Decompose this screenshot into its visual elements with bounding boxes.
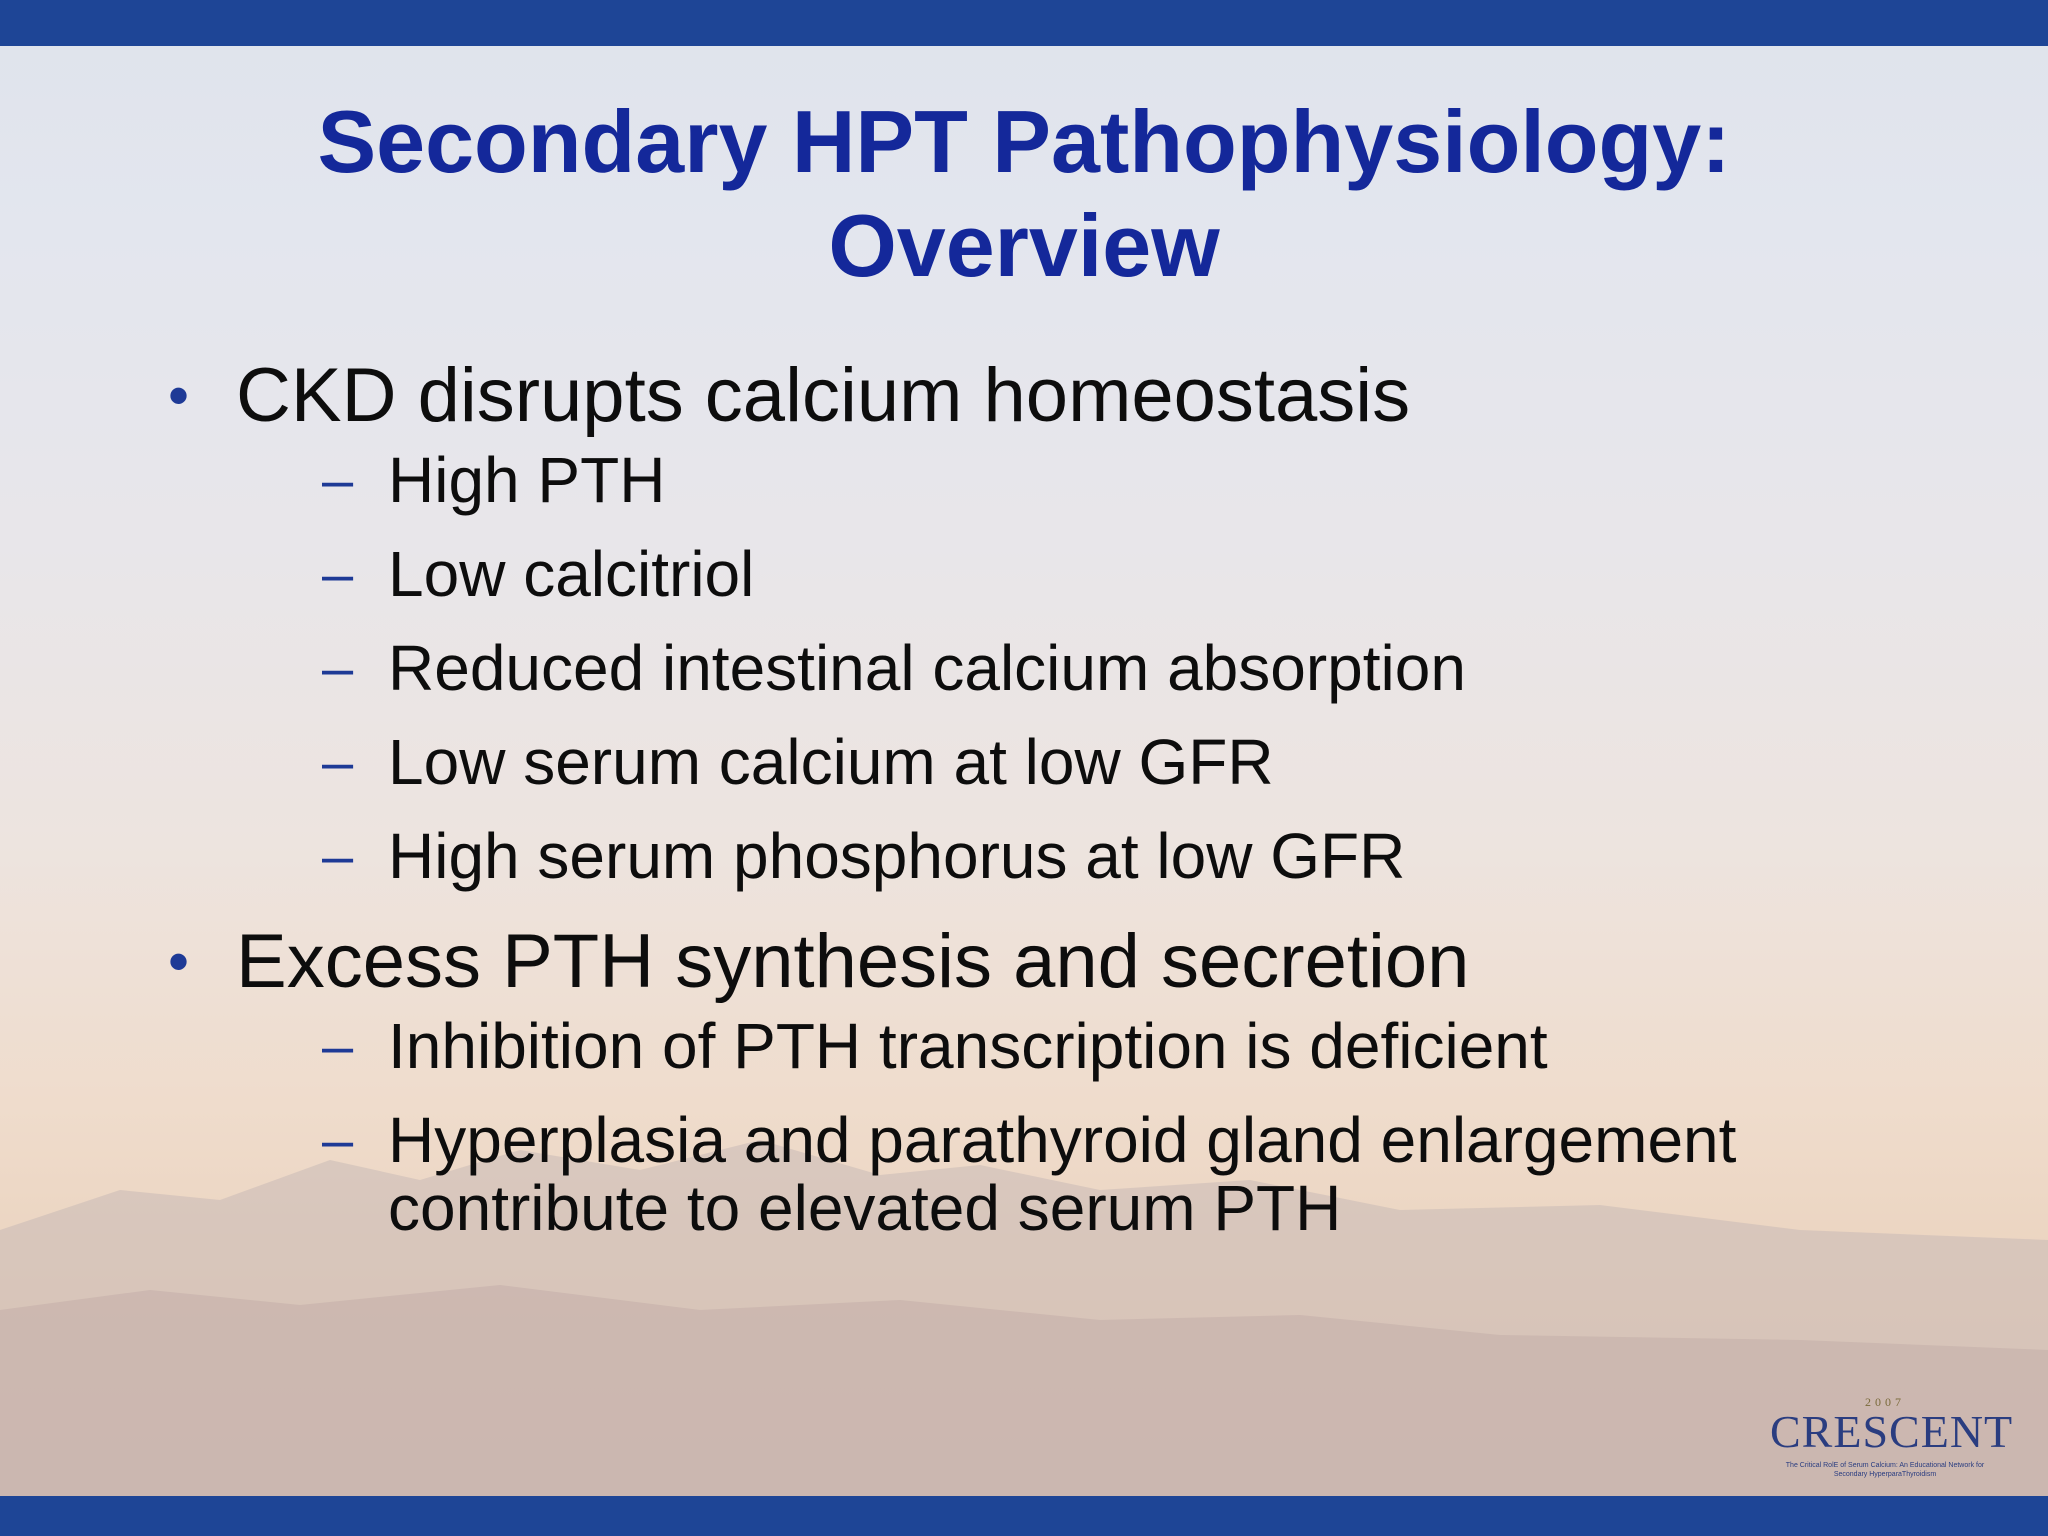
sub-item	[168, 634, 1968, 702]
dash-symbol: –	[322, 730, 354, 793]
title-line-2: Overview	[828, 196, 1220, 295]
sub-list	[168, 446, 1968, 890]
slide-content	[168, 350, 1968, 1268]
logo-name: CRESCENT	[1770, 1406, 2014, 1457]
title-line-1: Secondary HPT Pathophysiology:	[317, 92, 1731, 191]
sub-text: Low serum calcium at low GFR	[388, 726, 1274, 798]
dash-symbol: –	[322, 542, 354, 605]
bottom-bar	[0, 1496, 2048, 1536]
sub-text: Low calcitriol	[388, 538, 755, 610]
sub-list	[168, 1012, 1968, 1242]
sub-text: High PTH	[388, 444, 666, 516]
sub-text: Inhibition of PTH transcription is deficient	[388, 1010, 1548, 1082]
sub-item	[168, 728, 1968, 796]
sub-item	[168, 1012, 1968, 1080]
bullet-text: Excess PTH synthesis and secretion	[236, 919, 1470, 1004]
dash-symbol: –	[322, 824, 354, 887]
bullet-text: CKD disrupts calcium homeostasis	[236, 353, 1411, 438]
slide-title	[0, 90, 2048, 298]
dash-symbol: –	[322, 1014, 354, 1077]
sub-text: Hyperplasia and parathyroid gland enlargement contribute to elevated serum PTH	[388, 1104, 1737, 1244]
bullet-symbol: •	[168, 362, 190, 429]
top-bar	[0, 0, 2048, 46]
sub-item	[168, 1106, 1968, 1242]
sub-text: Reduced intestinal calcium absorption	[388, 632, 1466, 704]
bullet-symbol: •	[168, 928, 190, 995]
bullet-item	[168, 916, 1968, 1008]
logo-tagline: The Critical RolE of Serum Calcium: An Educational Network for Secondary HyperparaThyroidism	[1785, 1462, 1985, 1478]
sub-item	[168, 446, 1968, 514]
dash-symbol: –	[322, 636, 354, 699]
logo-year: 2007	[1865, 1395, 1905, 1409]
dash-symbol: –	[322, 448, 354, 511]
sub-item	[168, 822, 1968, 890]
bullet-item	[168, 350, 1968, 442]
sub-text: High serum phosphorus at low GFR	[388, 820, 1406, 892]
crescent-logo	[1770, 1395, 2014, 1485]
sub-item	[168, 540, 1968, 608]
dash-symbol: –	[322, 1108, 354, 1171]
